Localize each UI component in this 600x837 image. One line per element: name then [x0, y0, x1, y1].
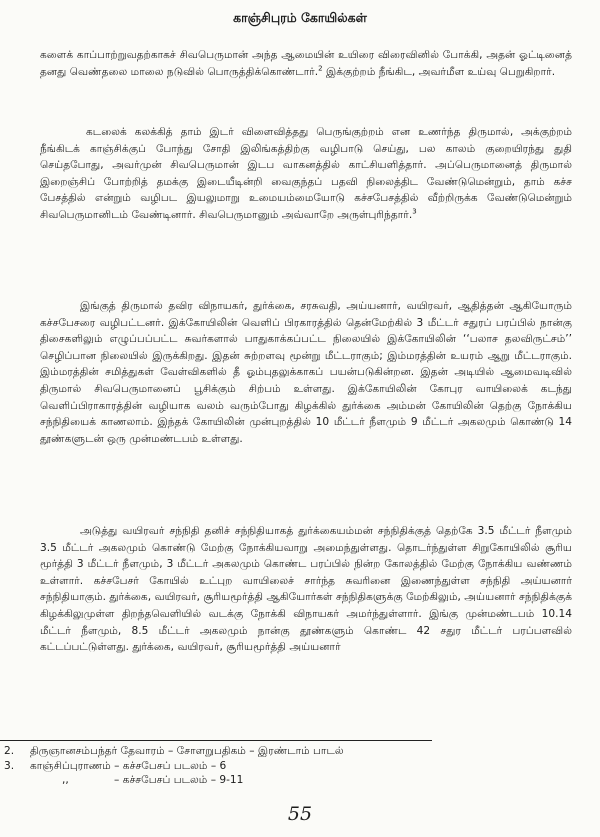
footnotes	[4, 744, 564, 788]
footnote-divider	[0, 740, 432, 741]
footnote-text: திருஞானசம்பந்தர் தேவாரம் – சோளறுபதிகம் – இரண்டாம் பாடல்	[30, 745, 344, 757]
running-head-title: காஞ்சிபுரம் கோயில்கள்	[233, 10, 367, 25]
paragraph-3	[40, 298, 572, 447]
paragraph-4-text: அடுத்து வயிரவர் சந்நிதி தனிச் சந்நிதியாகத் துர்க்கையம்மன் சந்நிதிக்குத் தெற்கே 3.5 மீட்டர் நீளமும் 3.5 மீட்டர் அகலமும் கொண்டு மேற்கு நோக்கியவாறு அமைந்துள்ளது. தொடர்ந்துள்ள சிறுகோயிலில் சூரிய மூர்த்தி 3 மீட்டர் நீளமும், 3 மீட்டர் அகலமும் கொண்ட பரப்பில் நின்ற கோலத்தில் மேற்கு நோக்கிய வண்ணம் உள்ளார். கச்சபேசர் கோயில் உட்புற வாயிலைச் சார்ந்த சுவரினை இணைந்துள்ள சந்நிதி அய்யனார் சந்நிதியாகும். துர்க்கை, வயிரவர், சூரியமூர்த்தி ஆகியோர்கள் சந்நிதிகளுக்கு மேற்கிலும், அய்யனார் சந்நிதிக்குக் கிழக்கிலுமுள்ள திறந்தவெளியில் வடக்கு நோக்கி விநாயகர் அமர்ந்துள்ளார். இங்கு முன்மண்டபம் 10.14 மீட்டர் நீளமும், 8.5 மீட்டர் அகலமும் நான்கு தூண்களும் கொண்ட 42 சதுர மீட்டர் பரப்பளவில் கட்டப்பட்டுள்ளது. துர்க்கை, வயிரவர், சூரியமூர்த்தி அய்யனார்	[40, 525, 572, 654]
footnote-text: காஞ்சிப்புராணம் – கச்சபேசப் படலம் – 6	[30, 759, 227, 772]
paragraph-3-text: இங்குத் திருமால் தவிர விநாயகர், துர்க்கை, சரசுவதி, அய்யனார், வயிரவர், ஆதித்தன் ஆகியோரும் கச்சபேசரை வழிபட்டனர். இக்கோயிலின் வெளிப் பிரகாரத்தில் தென்மேற்கில் 3 மீட்டர் சதுரப் பரப்பில் நான்கு திசைகளிலும் எழுப்பப்பட்ட சுவர்களால் பாதுகாக்கப்பட்ட நிலையில் இக்கோயிலின் ‘‘பலாச தலவிருட்சம்’’ செழிப்பான நிலையில் இருக்கிறது. இதன் சுற்றளவு மூன்று மீட்டராகும்; இம்மரத்தின் உயரம் ஆறு மீட்டராகும். இம்மரத்தின் சமித்துகள் வேள்விகளில் தீ ஓம்புதலுக்காகப் பயன்படுகின்றன. இதன் அடியில் ஆமைவடிவில் திருமால் சிவபெருமானைப் பூசிக்கும் சிற்பம் உள்ளது. இக்கோயிலின் கோபுர வாயிலைக் கடந்து வெளிப்பிராகாரத்தின் வழியாக வலம் வரும்போது கிழக்கில் துர்க்கை அம்மன் கோயிலின் தெற்கு நோக்கிய சந்நிதியைக் காணலாம். இந்தக் கோயிலின் முன்புறத்தில் 10 மீட்டர் நீளமும் 9 மீட்டர் அகலமும் கொண்டு 14 தூண்களுடன் ஒரு முன்மண்டபம் உள்ளது.	[40, 300, 572, 445]
paragraph-2-text: கடலைக் கலக்கித் தாம் இடர் விளைவித்தது பெருங்குற்றம் என உணர்ந்த திருமால், அக்குற்றம் நீங்கிடக் காஞ்சிக்குப் போந்து சோதி இலிங்கத்திற்கு வழிபாடு செய்து, பல காலம் குறையிரந்து துதி செய்தபோது, அவர்முன் சிவபெருமான் இடப வாகனத்தில் காட்சியளித்தார். அப்பெருமானைத் திருமால் இறைஞ்சிப் போற்றித் தமக்கு இடையீடின்றி வைகுந்தப் பதவி நிலைத்திட வேண்டுமென்றும், தாம் கச்ச பேசத்தில் என்றும் வழிபட இயலுமாறு உமையம்மையோடு கச்சபேசத்தில் வீற்றிருக்க வேண்டுமென்றும் சிவபெருமானிடம் வேண்டினார். சிவபெருமானும் அவ்வாறே அருள்புரிந்தார்.	[40, 126, 572, 221]
footnote-3-continued	[4, 773, 564, 788]
paragraph-4	[40, 523, 572, 656]
footnote-text: – கச்சபேசப் படலம் – 9-11	[114, 774, 244, 786]
paragraph-1-text: களைக் காப்பாற்றுவதற்காகச் சிவபெருமான் அந்த ஆமையின் உயிரை விரைவினில் போக்கி, அதன் ஓட்டினைத் தனது வெண்தலை மாலை நடுவில் பொருத்திக்கொண்டார்.	[40, 49, 572, 78]
footnote-ref-3: 3	[412, 207, 417, 216]
page-number: 55	[287, 803, 313, 825]
footnote-number: 2.	[4, 745, 15, 757]
paragraph-1-continuation: இக்குற்றம் நீங்கிட, அவர்மீள உய்வு பெறுகிறார்.	[322, 65, 556, 78]
footnote-2	[4, 744, 564, 759]
ditto-mark: ,,	[62, 774, 69, 786]
footnote-ref-2: 2	[318, 64, 323, 73]
footnote-number: 3.	[4, 759, 15, 772]
footnote-3	[4, 759, 564, 774]
paragraph-2	[40, 124, 572, 224]
paragraph-1	[40, 47, 572, 80]
